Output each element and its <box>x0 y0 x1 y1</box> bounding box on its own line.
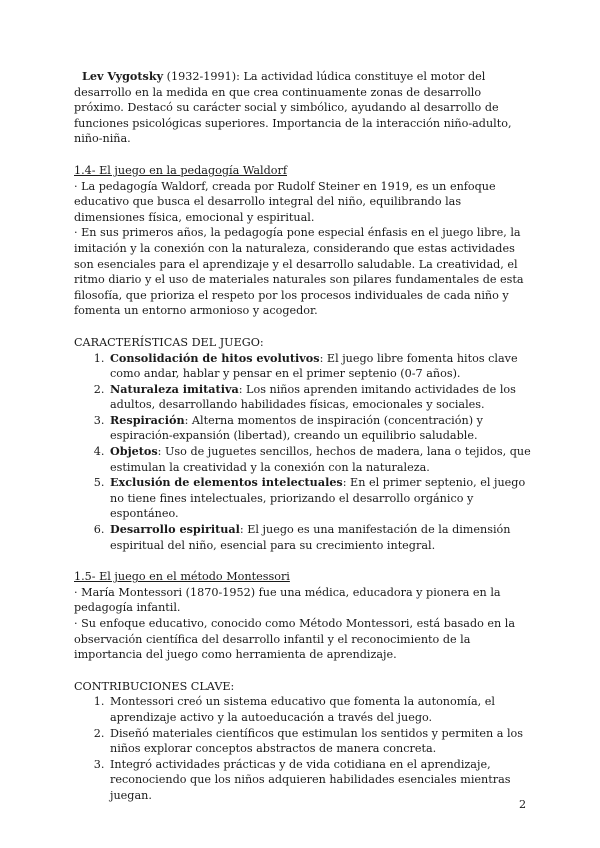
list-item: 2. Diseñó materiales científicos que estimulan los sentidos y permiten a los niños explorar conceptos abstractos de manera concreta. <box>108 726 534 757</box>
vygotsky-text: (1932-1991): La actividad lúdica constituye el motor del desarrollo en la medida en que crea continuamente zonas de desarrollo próximo. Destacó su carácter social y simbólico, ayudando al desarrollo de funciones psicológicas superiores. Importancia de la interacción niño-adulto, niño-niña. <box>74 70 512 146</box>
list-item: 4. Objetos: Uso de juguetes sencillos, hechos de madera, lana o tejidos, que estimulan la creatividad y la conexión con la naturaleza. <box>108 444 534 475</box>
waldorf-heading: 1.4- El juego en la pedagogía Waldorf <box>74 163 287 177</box>
montessori-paragraph-1: · María Montessori (1870-1952) fue una médica, educadora y pionera en la pedagogía infantil. <box>74 585 501 615</box>
waldorf-characteristics-list <box>74 351 534 554</box>
waldorf-paragraph-2: · En sus primeros años, la pedagogía pone especial énfasis en el juego libre, la imitación y la conexión con la naturaleza, considerando que estas actividades son esenciales para el aprendizaje y el desarrollo saludable. La creatividad, el ritmo diario y el uso de materiales naturales son pilares fundamentales de esta filosofía, que prioriza el respeto por los procesos individuales de cada niño y fomenta un entorno armonioso y acogedor. <box>74 226 524 318</box>
document-page <box>74 69 534 804</box>
montessori-list-title: CONTRIBUCIONES CLAVE: <box>74 679 235 693</box>
list-item: 5. Exclusión de elementos intelectuales: En el primer septenio, el juego no tiene fines intelectuales, priorizando el desarrollo orgánico y espontáneo. <box>108 475 534 522</box>
montessori-contributions-list <box>74 694 534 803</box>
list-item: 6. Desarrollo espiritual: El juego es una manifestación de la dimensión espiritual del niño, esencial para su crecimiento integral. <box>108 522 534 553</box>
montessori-paragraph-2: · Su enfoque educativo, conocido como Método Montessori, está basado en la observación científica del desarrollo infantil y el reconocimiento de la importancia del juego como herramienta de aprendizaje. <box>74 617 516 662</box>
vygotsky-name: Lev Vygotsky <box>82 69 164 83</box>
list-item: 3. Respiración: Alterna momentos de inspiración (concentración) y espiración-expansión (libertad), creando un equilibrio saludable. <box>108 413 534 444</box>
vygotsky-paragraph <box>74 69 534 147</box>
list-item: 1. Montessori creó un sistema educativo que fomenta la autonomía, el aprendizaje activo y la autoeducación a través del juego. <box>108 694 534 725</box>
waldorf-paragraph-1: · La pedagogía Waldorf, creada por Rudolf Steiner en 1919, es un enfoque educativo que busca el desarrollo integral del niño, equilibrando las dimensiones física, emocional y espiritual. <box>74 179 496 224</box>
montessori-heading: 1.5- El juego en el método Montessori <box>74 570 290 584</box>
page-number: 2 <box>519 798 527 811</box>
waldorf-list-title: CARACTERÍSTICAS DEL JUEGO: <box>74 335 264 349</box>
list-item: 2. Naturaleza imitativa: Los niños aprenden imitando actividades de los adultos, desarrollando habilidades físicas, emocionales y sociales. <box>108 382 534 413</box>
list-item: 3. Integró actividades prácticas y de vida cotidiana en el aprendizaje, reconociendo que los niños adquieren habilidades esenciales mientras juegan. <box>108 757 534 804</box>
list-item: 1. Consolidación de hitos evolutivos: El juego libre fomenta hitos clave como andar, hablar y pensar en el primer septenio (0-7 años). <box>108 351 534 382</box>
